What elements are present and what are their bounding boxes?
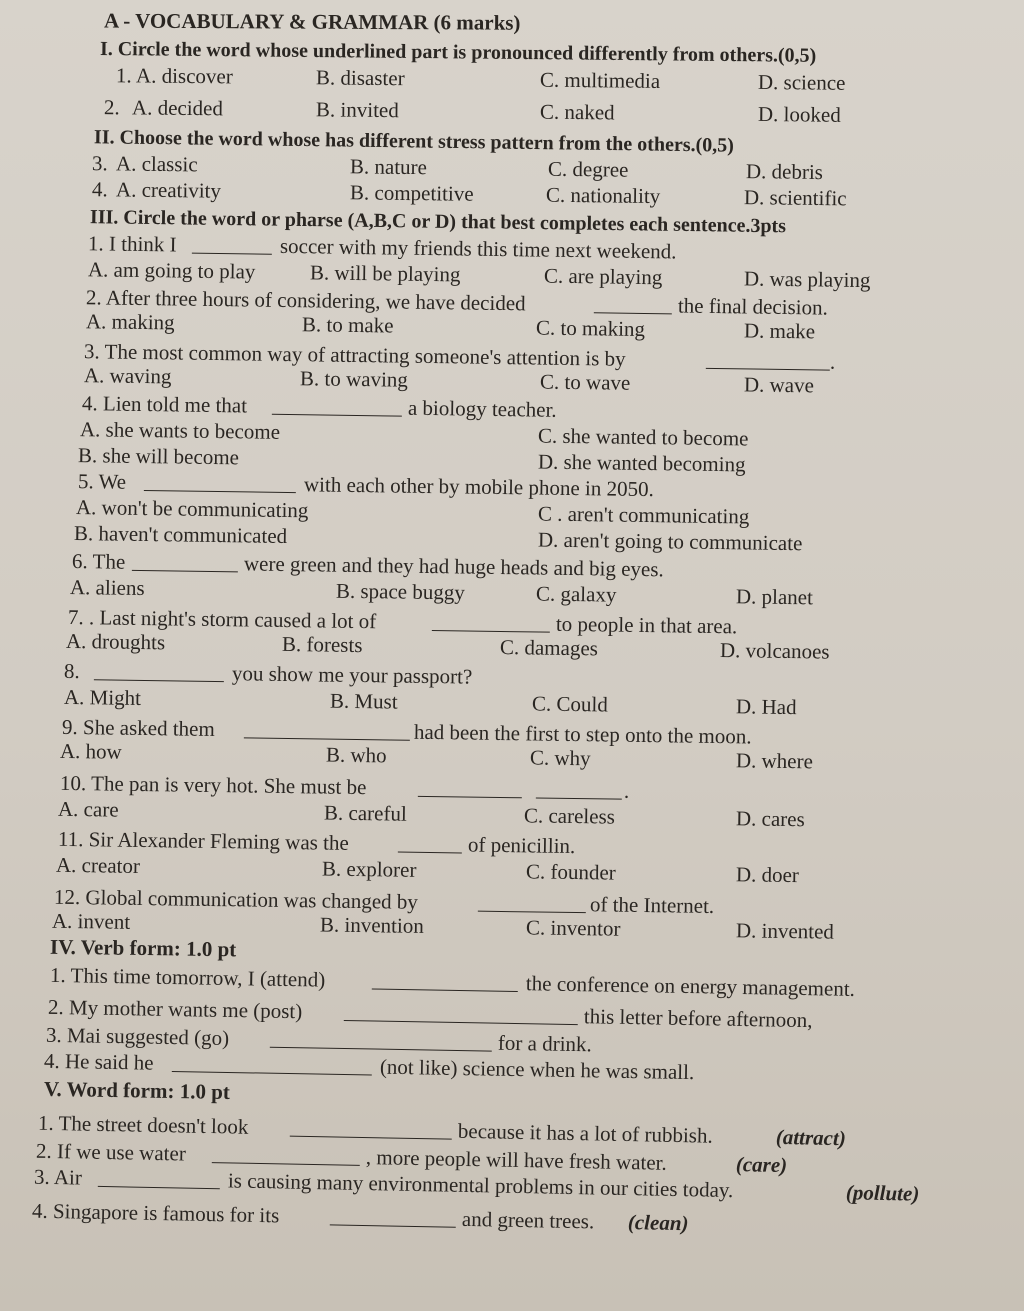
answer-blank xyxy=(212,1140,360,1166)
question-text-end: with each other by mobile phone in 2050. xyxy=(303,472,655,502)
question-text-end: , more people will have fresh water. xyxy=(365,1145,667,1175)
question-text: 1. I think I xyxy=(87,231,177,257)
question-text: 7. . Last night's storm caused a lot of xyxy=(67,604,377,634)
option-c: C . aren't communicating xyxy=(537,501,750,529)
option-a: A. Might xyxy=(63,684,142,710)
option-b: B. who xyxy=(325,742,387,768)
question-text-end: . xyxy=(623,778,630,803)
word-hint: (attract) xyxy=(775,1124,847,1151)
answer-blank xyxy=(344,998,578,1025)
option-d: D. doer xyxy=(735,862,800,888)
option-c: C. degree xyxy=(547,156,629,182)
answer-blank xyxy=(98,1164,220,1189)
option-c: C. to wave xyxy=(539,369,631,395)
question-number: 2. xyxy=(103,95,120,120)
option-c: C. naked xyxy=(539,99,615,125)
question-text: 5. We xyxy=(77,469,127,494)
option-d: D. she wanted becoming xyxy=(537,449,746,477)
option-d: D. looked xyxy=(757,101,841,127)
answer-blank xyxy=(144,468,296,493)
answer-blank xyxy=(172,1049,372,1075)
answer-blank xyxy=(330,1202,456,1227)
question-text-end: had been the first to step onto the moon. xyxy=(413,719,752,749)
answer-blank xyxy=(478,889,586,914)
question-text: 2. If we use water xyxy=(35,1138,187,1166)
question-text: 4. He said he xyxy=(43,1048,154,1075)
heading-text: V. Word form: 1.0 pt xyxy=(43,1076,231,1105)
question-text: 3. Air xyxy=(33,1164,83,1190)
answer-blank-2 xyxy=(536,775,622,799)
option-b: B. to make xyxy=(301,312,394,338)
answer-blank xyxy=(706,346,830,371)
option-d: D. planet xyxy=(735,584,814,610)
answer-blank xyxy=(192,231,272,255)
option-a: A. how xyxy=(59,738,122,764)
option-a: A. droughts xyxy=(65,628,166,655)
question-text: 3. The most common way of attracting someone's attention is by xyxy=(83,339,626,371)
question-text-end: the final decision. xyxy=(677,293,828,320)
question-text: 1. This time tomorrow, I (attend) xyxy=(49,962,326,992)
option-d: D. science xyxy=(757,69,846,95)
answer-blank xyxy=(290,1114,452,1140)
option-d: D. Had xyxy=(735,694,797,720)
section-title xyxy=(0,6,1024,39)
answer-blank xyxy=(94,657,224,682)
option-d: D. wave xyxy=(743,372,815,398)
question-text: 9. She asked them xyxy=(61,714,215,741)
question-text-end: and green trees. xyxy=(461,1206,595,1234)
question-text: 4. Singapore is famous for its xyxy=(31,1198,280,1228)
option-a: A. she wants to become xyxy=(79,417,281,444)
option-b: B. she will become xyxy=(77,443,240,470)
option-c: C. damages xyxy=(499,634,599,661)
option-b: B. space buggy xyxy=(335,578,466,605)
word-hint: (clean) xyxy=(627,1210,689,1236)
option-a: A. discover xyxy=(135,63,233,89)
option-a: A. care xyxy=(57,796,119,822)
option-a: A. won't be communicating xyxy=(75,495,309,523)
option-b: B. Must xyxy=(329,688,398,714)
question-text-end: for a drink. xyxy=(497,1030,593,1057)
option-c: C. careless xyxy=(523,803,616,829)
question-text: 2. My mother wants me (post) xyxy=(47,994,303,1024)
option-a: A. creativity xyxy=(115,177,222,203)
option-b: B. to waving xyxy=(299,366,409,392)
option-d: D. volcanoes xyxy=(719,638,830,664)
option-b: B. haven't communicated xyxy=(73,521,288,549)
option-b: B. invited xyxy=(315,97,399,123)
option-d: D. scientific xyxy=(743,185,847,211)
option-c: C. are playing xyxy=(543,263,663,290)
question-text-end: were green and they had huge heads and big eyes. xyxy=(243,551,664,582)
option-d: D. aren't going to communicate xyxy=(537,527,803,556)
question-text-end: soccer with my friends this time next weekend. xyxy=(279,233,677,264)
option-a: A. invent xyxy=(51,908,131,934)
question-text: 3. Mai suggested (go) xyxy=(45,1022,230,1050)
option-d: D. invented xyxy=(735,918,835,944)
question-text-end: (not like) science when he was small. xyxy=(379,1054,695,1085)
question-text-end: you show me your passport? xyxy=(231,661,473,689)
answer-blank xyxy=(270,1025,492,1052)
heading-text: I. Circle the word whose underlined part is pronounced differently from others.(0,5) xyxy=(99,37,817,67)
answer-blank xyxy=(594,290,672,314)
answer-blank xyxy=(418,774,522,798)
question-text-end: a biology teacher. xyxy=(407,395,557,422)
answer-blank xyxy=(398,830,462,854)
question-text: 6. The xyxy=(71,549,126,574)
question-number: 4. xyxy=(91,177,108,202)
option-d: D. cares xyxy=(735,806,805,832)
option-b: B. nature xyxy=(349,154,428,180)
heading-text: III. Circle the word or pharse (A,B,C or D) that best completes each sentence.3pts xyxy=(89,206,787,238)
question-text-end: this letter before afternoon, xyxy=(583,1004,813,1033)
option-c: C. she wanted to become xyxy=(537,423,749,451)
question-text-end: of penicillin. xyxy=(467,832,576,859)
option-d: D. make xyxy=(743,318,816,344)
question-text-end: . xyxy=(829,349,836,374)
option-d: D. debris xyxy=(745,159,824,185)
question-text: 10. The pan is very hot. She must be xyxy=(59,770,367,800)
question-text: 2. After three hours of considering, we have decided xyxy=(85,285,526,316)
option-b: B. invention xyxy=(319,912,424,938)
option-a: A. making xyxy=(85,309,175,335)
option-b: B. disaster xyxy=(315,65,405,91)
option-b: B. will be playing xyxy=(309,260,461,287)
question-text: 12. Global communication was changed by xyxy=(53,884,419,914)
option-a: A. am going to play xyxy=(87,257,256,284)
option-c: C. inventor xyxy=(525,915,621,941)
option-a: A. creator xyxy=(55,852,141,878)
option-b: B. careful xyxy=(323,800,407,826)
question-number: 3. xyxy=(91,151,108,176)
option-c: C. nationality xyxy=(545,182,661,209)
option-d: D. was playing xyxy=(743,266,871,293)
answer-blank xyxy=(432,608,550,633)
word-hint: (care) xyxy=(735,1152,788,1178)
heading-text: II. Choose the word whose has different stress pattern from the others.(0,5) xyxy=(93,126,735,157)
option-c: C. multimedia xyxy=(539,67,661,93)
question-text: 4. Lien told me that xyxy=(81,391,248,418)
option-a: A. decided xyxy=(131,95,224,121)
answer-blank xyxy=(272,392,402,417)
heading-text: IV. Verb form: 1.0 pt xyxy=(49,934,237,962)
option-c: C. galaxy xyxy=(535,581,617,607)
option-c: C. why xyxy=(529,745,591,771)
option-b: B. competitive xyxy=(349,180,474,206)
question-text: 11. Sir Alexander Fleming was the xyxy=(57,826,349,855)
answer-blank xyxy=(372,966,518,992)
title-text: A - VOCABULARY & GRAMMAR (6 marks) xyxy=(103,8,521,35)
option-c: C. Could xyxy=(531,691,608,717)
option-c: C. founder xyxy=(525,859,616,885)
option-d: D. where xyxy=(735,748,814,774)
answer-blank xyxy=(132,548,238,572)
option-c: C. to making xyxy=(535,315,646,342)
option-a: A. waving xyxy=(83,363,172,389)
word-hint: (pollute) xyxy=(845,1180,920,1206)
question-text: 1. The street doesn't look xyxy=(37,1110,249,1139)
option-b: B. explorer xyxy=(321,856,417,882)
question-text-end: the conference on energy management. xyxy=(525,971,856,1001)
option-b: B. forests xyxy=(281,631,363,658)
question-text-end: to people in that area. xyxy=(555,611,738,639)
option-a: A. aliens xyxy=(69,574,145,601)
question-text: 8. xyxy=(63,658,80,684)
question-number: 1. xyxy=(115,63,132,88)
question-text-end: of the Internet. xyxy=(589,892,715,918)
question-text-end: is causing many environmental problems in our cities today. xyxy=(227,1168,734,1203)
answer-blank xyxy=(244,715,410,740)
question-text-end: because it has a lot of rubbish. xyxy=(457,1118,713,1148)
option-a: A. classic xyxy=(115,151,198,177)
